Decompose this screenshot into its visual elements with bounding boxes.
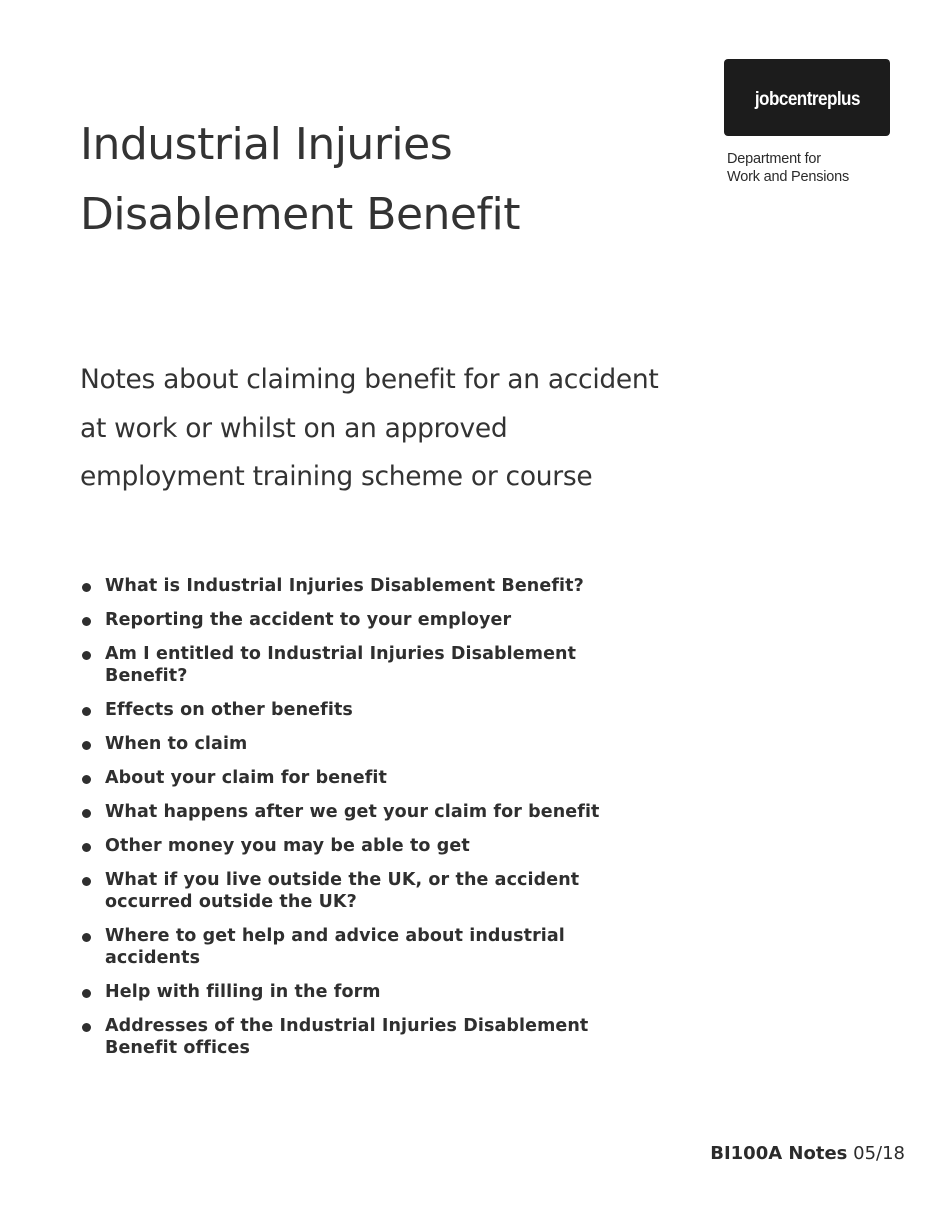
contents-item: [80, 981, 640, 1003]
contents-item-label: Other money you may be able to get: [105, 836, 470, 856]
contents-item: [80, 869, 640, 913]
contents-item: [80, 699, 640, 721]
contents-item-label: Effects on other benefits: [105, 700, 353, 720]
department-line-2: Work and Pensions: [727, 169, 850, 185]
bullet-icon: [82, 843, 91, 852]
contents-item: [80, 767, 640, 789]
bullet-icon: [82, 989, 91, 998]
form-code: BI100A Notes: [710, 1143, 848, 1164]
contents-list: [80, 575, 640, 1071]
contents-item-label: Addresses of the Industrial Injuries Disablement Benefit offices: [105, 1016, 589, 1058]
bullet-icon: [82, 651, 91, 660]
form-date: 05/18: [853, 1143, 905, 1164]
contents-item: [80, 801, 640, 823]
contents-item: [80, 835, 640, 857]
contents-item-label: Reporting the accident to your employer: [105, 610, 512, 630]
bullet-icon: [82, 877, 91, 886]
bullet-icon: [82, 809, 91, 818]
contents-item: [80, 925, 640, 969]
contents-item: [80, 643, 640, 687]
bullet-icon: [82, 933, 91, 942]
bullet-icon: [82, 617, 91, 626]
contents-item-label: What happens after we get your claim for benefit: [105, 802, 600, 822]
jobcentreplus-logo: [724, 59, 890, 136]
bullet-icon: [82, 741, 91, 750]
contents-item-label: Am I entitled to Industrial Injuries Disablement Benefit?: [105, 644, 577, 686]
contents-item-label: What is Industrial Injuries Disablement Benefit?: [105, 576, 584, 596]
title-line-2: Disablement Benefit: [80, 189, 520, 240]
department-name: [727, 150, 849, 186]
document-title: [80, 110, 520, 250]
form-reference: [710, 1143, 905, 1164]
contents-item-label: Help with filling in the form: [105, 982, 381, 1002]
contents-item: [80, 609, 640, 631]
title-line-1: Industrial Injuries: [80, 119, 453, 170]
bullet-icon: [82, 583, 91, 592]
document-subtitle: Notes about claiming benefit for an accident at work or whilst on an approved employment training scheme or course: [80, 364, 659, 492]
bullet-icon: [82, 707, 91, 716]
contents-item: [80, 1015, 640, 1059]
logo-text: jobcentreplus: [754, 88, 860, 110]
bullet-icon: [82, 1023, 91, 1032]
contents-item-label: When to claim: [105, 734, 248, 754]
contents-item-label: About your claim for benefit: [105, 768, 387, 788]
contents-item-label: Where to get help and advice about industrial accidents: [105, 926, 565, 968]
department-line-1: Department for: [727, 151, 821, 167]
contents-item: [80, 733, 640, 755]
contents-item-label: What if you live outside the UK, or the accident occurred outside the UK?: [105, 870, 580, 912]
bullet-icon: [82, 775, 91, 784]
contents-item: [80, 575, 640, 597]
